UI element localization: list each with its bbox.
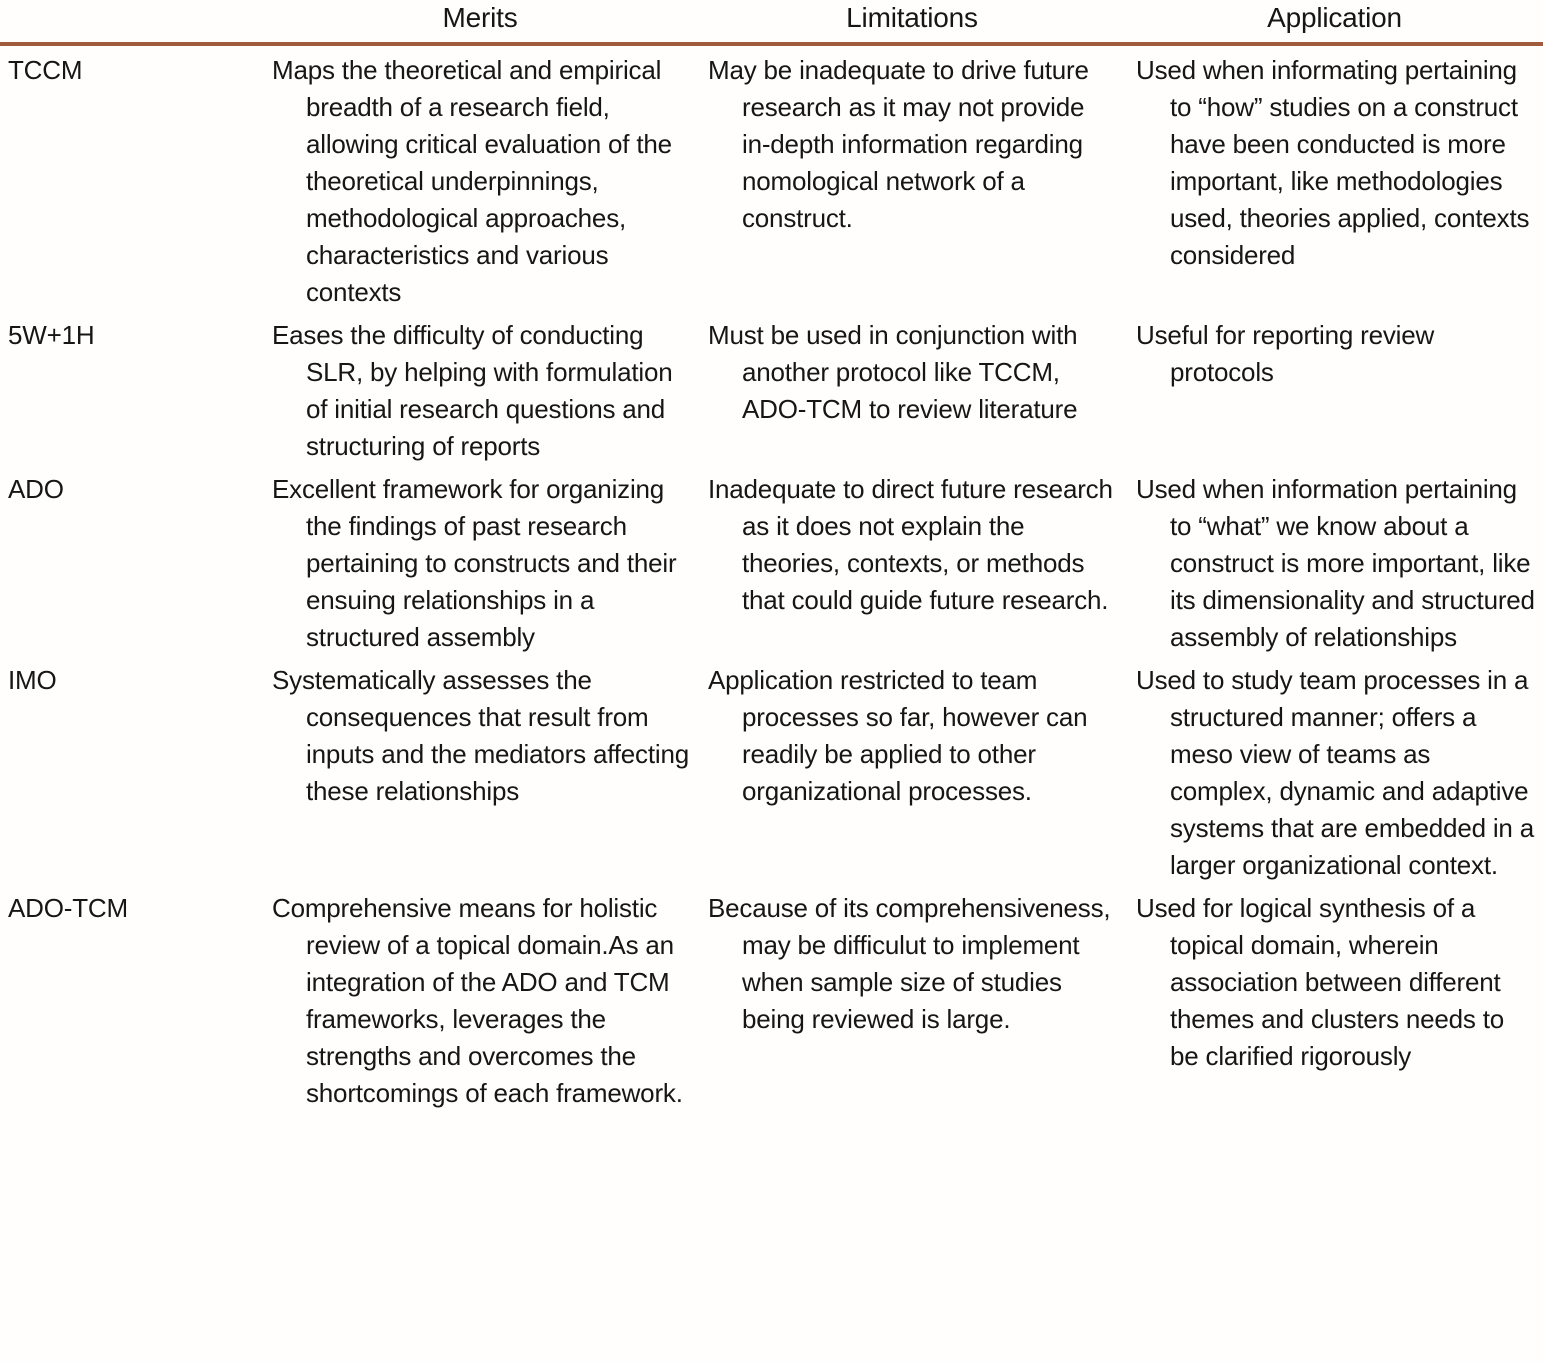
application-text: Used to study team processes in a structured manner; offers a meso view of teams as complex, dynamic and adaptive systems that are embedded in a larger organizational context.: [1136, 665, 1534, 880]
limitations-cell: [698, 465, 1126, 656]
merits-text: Systematically assesses the consequences that result from inputs and the mediators affecting these relationships: [272, 665, 689, 806]
framework-label: TCCM: [8, 55, 83, 85]
merits-cell: [262, 311, 698, 465]
application-cell: [1126, 311, 1543, 465]
limitations-cell: [698, 884, 1126, 1112]
application-cell: [1126, 656, 1543, 884]
framework-label: ADO-TCM: [8, 893, 128, 923]
column-header-framework: [0, 0, 262, 44]
limitations-cell: [698, 311, 1126, 465]
limitations-text: Application restricted to team processes so far, however can readily be applied to other organizational processes.: [708, 665, 1088, 806]
table-row-5w1h: [0, 311, 1543, 465]
limitations-text: May be inadequate to drive future research as it may not provide in-depth information regarding nomological network of a construct.: [708, 55, 1089, 233]
limitations-cell: [698, 656, 1126, 884]
column-header-limitations: Limitations: [698, 0, 1126, 44]
table-row-imo: [0, 656, 1543, 884]
merits-text: Maps the theoretical and empirical breadth of a research field, allowing critical evaluation of the theoretical underpinnings, methodological approaches, characteristics and various contexts: [272, 55, 672, 307]
table-header-row: [0, 0, 1543, 44]
merits-cell: [262, 656, 698, 884]
limitations-text: Inadequate to direct future research as it does not explain the theories, contexts, or methods that could guide future research.: [708, 474, 1113, 615]
limitations-text: Must be used in conjunction with another protocol like TCCM, ADO-TCM to review literature: [708, 320, 1078, 424]
limitations-cell: [698, 44, 1126, 311]
column-header-application: Application: [1126, 0, 1543, 44]
framework-label: ADO: [8, 474, 64, 504]
merits-cell: [262, 465, 698, 656]
table-row-tccm: [0, 44, 1543, 311]
merits-text: Excellent framework for organizing the findings of past research pertaining to constructs and their ensuing relationships in a structured assembly: [272, 474, 677, 652]
merits-text: Eases the difficulty of conducting SLR, by helping with formulation of initial research questions and structuring of reports: [272, 320, 673, 461]
application-cell: [1126, 465, 1543, 656]
application-text: Used when informating pertaining to “how” studies on a construct have been conducted is more important, like methodologies used, theories applied, contexts considered: [1136, 55, 1530, 270]
application-text: Used when information pertaining to “what” we know about a construct is more important, like its dimensionality and structured assembly of relationships: [1136, 474, 1535, 652]
application-text: Useful for reporting review protocols: [1136, 320, 1435, 387]
framework-label: IMO: [8, 665, 57, 695]
application-cell: [1126, 44, 1543, 311]
merits-text: Comprehensive means for holistic review of a topical domain.As an integration of the ADO and TCM frameworks, leverages the strengths and overcomes the shortcomings of each framework.: [272, 893, 683, 1108]
limitations-text: Because of its comprehensiveness, may be difficulut to implement when sample size of studies being reviewed is large.: [708, 893, 1111, 1034]
framework-label: 5W+1H: [8, 320, 95, 350]
application-text: Used for logical synthesis of a topical domain, wherein association between different themes and clusters needs to be clarified rigorously: [1136, 893, 1505, 1071]
table-row-ado-tcm: [0, 884, 1543, 1112]
column-header-merits: Merits: [262, 0, 698, 44]
merits-cell: [262, 884, 698, 1112]
merits-cell: [262, 44, 698, 311]
application-cell: [1126, 884, 1543, 1112]
table-row-ado: [0, 465, 1543, 656]
